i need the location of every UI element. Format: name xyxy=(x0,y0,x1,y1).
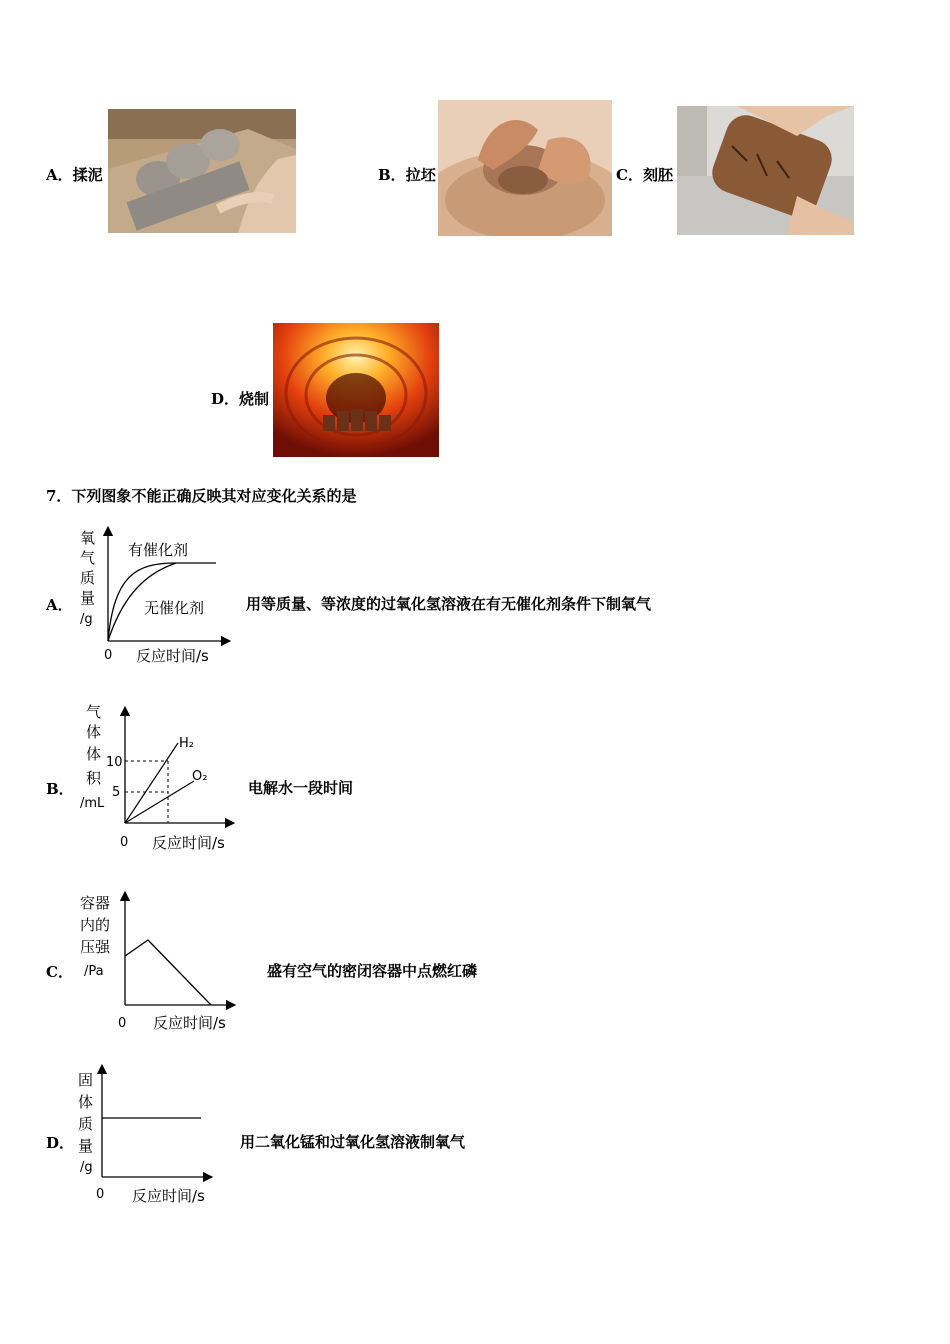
y-label-5: /g xyxy=(80,612,93,627)
curve-label-no-catalyst: 无催化剂 xyxy=(144,599,205,617)
y-label-2: 气 xyxy=(80,549,96,567)
kiln-firing-photo xyxy=(273,323,439,457)
option-letter: B． xyxy=(378,166,406,184)
q7-option-c-desc: 盛有空气的密闭容器中点燃红磷 xyxy=(267,962,478,980)
x-label: 反应时间/s xyxy=(136,647,209,665)
option-letter: C． xyxy=(616,166,643,184)
curve-label-catalyst: 有催化剂 xyxy=(128,541,189,559)
y-label-4: 积 xyxy=(86,769,102,787)
origin-label: 0 xyxy=(96,1187,105,1202)
q7-option-d-desc: 用二氧化锰和过氧化氢溶液制氧气 xyxy=(240,1133,466,1151)
y-label-4: /Pa xyxy=(84,964,104,979)
h2-line xyxy=(125,743,178,823)
option-letter: D． xyxy=(211,390,240,408)
q6-option-a xyxy=(46,164,103,185)
x-label: 反应时间/s xyxy=(153,1014,226,1032)
graph-c xyxy=(78,890,243,1035)
h2-label: H₂ xyxy=(179,736,194,751)
y-label-5: /mL xyxy=(80,796,105,811)
o2-label: O₂ xyxy=(192,769,208,784)
carving-photo xyxy=(677,106,854,235)
q7-option-a-letter: A． xyxy=(46,596,73,614)
tick-5: 5 xyxy=(112,785,121,800)
y-label-1: 容器 xyxy=(80,894,111,912)
y-label-2: 体 xyxy=(78,1093,94,1111)
tick-10: 10 xyxy=(106,755,123,770)
y-label-3: 体 xyxy=(86,745,102,763)
x-label: 反应时间/s xyxy=(132,1187,205,1205)
y-label-2: 内的 xyxy=(80,916,111,934)
question-7-stem: 7．下列图象不能正确反映其对应变化关系的是 xyxy=(46,487,357,505)
y-label-2: 体 xyxy=(86,723,102,741)
o2-line xyxy=(125,781,194,823)
y-label-3: 质 xyxy=(78,1115,94,1133)
y-label-1: 气 xyxy=(86,703,102,721)
throwing-pottery-photo xyxy=(438,100,612,236)
option-text: 拉坯 xyxy=(405,166,436,184)
y-label-5: /g xyxy=(80,1160,93,1175)
option-text: 刻胚 xyxy=(642,166,673,184)
y-label-1: 氧 xyxy=(80,529,96,547)
option-text: 烧制 xyxy=(239,390,270,408)
y-label-3: 质 xyxy=(80,569,96,587)
q7-option-d-letter: D． xyxy=(46,1134,75,1152)
origin-label: 0 xyxy=(118,1016,127,1031)
q7-option-b-letter: B． xyxy=(46,780,74,798)
y-label-3: 压强 xyxy=(80,938,111,956)
origin-label: 0 xyxy=(104,648,113,663)
x-label: 反应时间/s xyxy=(152,834,225,852)
kneading-clay-photo xyxy=(108,109,296,233)
option-letter: A． xyxy=(46,166,73,184)
q7-option-b-desc: 电解水一段时间 xyxy=(248,779,354,797)
y-label-1: 固 xyxy=(78,1071,94,1089)
y-label-4: 量 xyxy=(78,1137,94,1155)
graph-b xyxy=(78,703,243,855)
q6-option-c xyxy=(616,164,673,185)
pressure-curve xyxy=(125,940,211,1005)
q7-option-a-desc: 用等质量、等浓度的过氧化氢溶液在有无催化剂条件下制氧气 xyxy=(246,595,652,613)
q6-option-d xyxy=(211,388,269,409)
y-label-4: 量 xyxy=(80,589,96,607)
origin-label: 0 xyxy=(120,835,129,850)
graph-d xyxy=(72,1065,222,1210)
q7-option-c-letter: C． xyxy=(46,963,73,981)
option-text: 揉泥 xyxy=(72,166,103,184)
graph-a xyxy=(76,525,236,670)
q6-option-b xyxy=(378,164,436,185)
